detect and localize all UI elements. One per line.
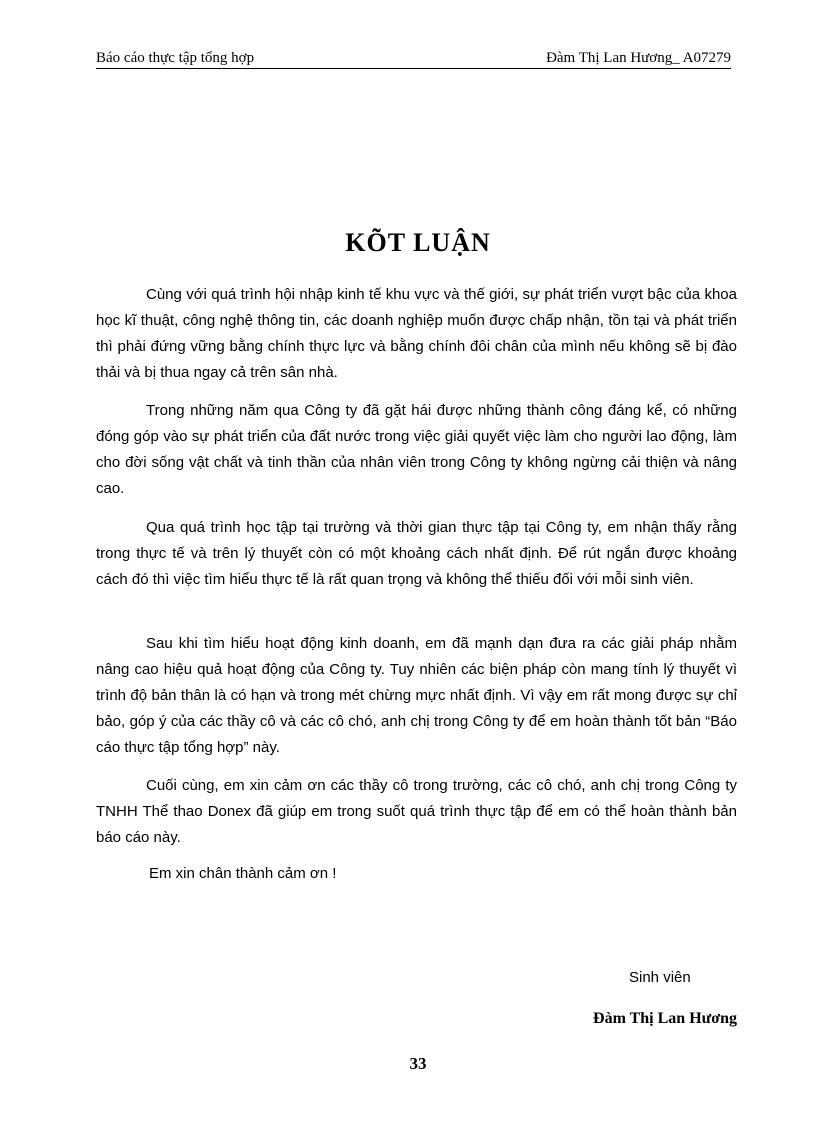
section-title: KÕT LUẬN	[345, 228, 491, 257]
signature-name: Đàm Thị Lan Hương	[593, 1010, 737, 1027]
page-number: 33	[409, 1054, 427, 1073]
paragraph-2: Trong những năm qua Công ty đã gặt hái được những thành công đáng kể, có những đóng góp vào sự phát triển của đất nước trong việc giải quyết việc làm cho người lao động, làm cho đời sống vật chất và tinh thần của nhân viên trong Công ty không ngừng cải thiện và nâng cao.	[96, 402, 737, 497]
page-header	[96, 48, 731, 69]
signature-role: Sinh viên	[629, 969, 691, 986]
paragraph-4: Sau khi tìm hiểu hoạt động kinh doanh, em đã mạnh dạn đưa ra các giải pháp nhằm nâng cao hiệu quả hoạt động của Công ty. Tuy nhiên các biện pháp còn mang tính lý thuyết vì trình độ bản thân là có hạn và trong mét chừng mực nhất định. Vì vậy em rất mong được sự chỉ bảo, góp ý của các thầy cô và các cô chó, anh chị trong Công ty để em hoàn thành tốt bản “Báo cáo thực tập tổng hợp” này.	[96, 635, 737, 756]
header-report-title: Báo cáo thực tập tổng hợp	[96, 50, 255, 66]
header-author: Đàm Thị Lan Hương_ A07279	[546, 50, 731, 66]
paragraph-3: Qua quá trình học tập tại trường và thời gian thực tập tại Công ty, em nhận thấy rằng trong thực tế và trên lý thuyết còn có một khoảng cách nhất định. Để rút ngắn được khoảng cách đó thì việc tìm hiểu thực tế là rất quan trọng và không thể thiếu đối với mỗi sinh viên.	[96, 519, 737, 588]
paragraph-1: Cùng với quá trình hội nhập kinh tế khu vực và thế giới, sự phát triển vượt bậc của khoa học kĩ thuật, công nghệ thông tin, các doanh nghiệp muốn được chấp nhận, tồn tại và phát triển thì phải đứng vững bằng chính thực lực và bằng chính đôi chân của mình nếu không sẽ bị đào thải và bị thua ngay cả trên sân nhà.	[96, 286, 737, 381]
closing-thanks: Em xin chân thành cảm ơn !	[149, 865, 337, 882]
paragraph-5: Cuối cùng, em xin cảm ơn các thầy cô trong trường, các cô chó, anh chị trong Công ty TNHH Thể thao Donex đã giúp em trong suốt quá trình thực tập để em có thể hoàn thành bản báo cáo này.	[96, 777, 737, 846]
